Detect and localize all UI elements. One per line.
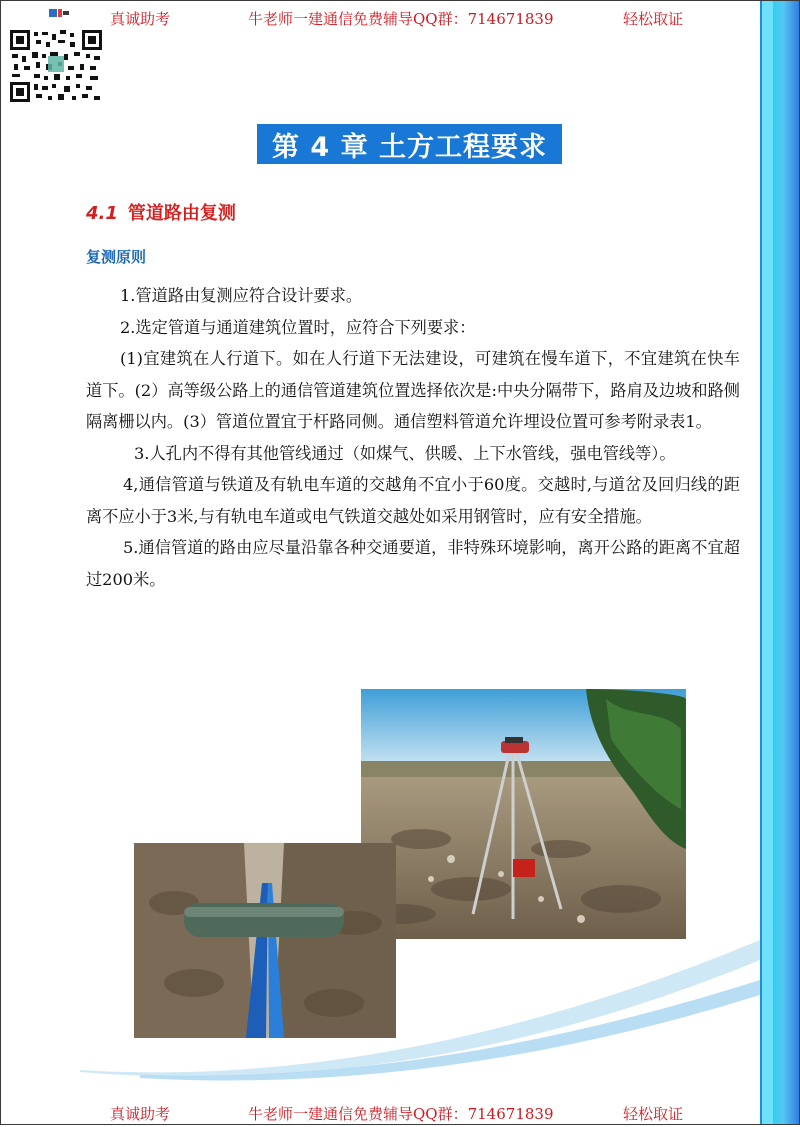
qr-code-icon bbox=[10, 30, 102, 102]
paragraph: 3.人孔内不得有其他管线通过（如煤气、供暖、上下水管线，强电管线等）。 bbox=[134, 443, 676, 463]
side-band-outer bbox=[773, 1, 799, 1124]
footer-qq-text: 牛老师一建通信免费辅导QQ群：714671839 bbox=[248, 1105, 554, 1123]
footer-left-text: 真诚助考 bbox=[110, 1105, 171, 1123]
section-heading bbox=[86, 199, 236, 225]
page-footer bbox=[0, 1097, 760, 1127]
paragraph: (1)宜建筑在人行道下。如在人行道下无法建设，可建筑在慢车道下，不宜建筑在快车道下。(2）高等级公路上的通信管道建筑位置选择依次是:中央分隔带下，路肩及边坡和路侧隔离栅以内。(3）管道位置宜于杆路同侧。通信塑料管道允许埋设位置可参考附录表1。 bbox=[86, 349, 740, 431]
side-band-line bbox=[760, 1, 762, 1124]
header-qq-text: 牛老师一建通信免费辅导QQ群：714671839 bbox=[248, 10, 554, 28]
subsection-heading: 复测原则 bbox=[86, 248, 147, 266]
body-text bbox=[86, 280, 740, 595]
paragraph: 2.选定管道与通道建筑位置时，应符合下列要求： bbox=[120, 317, 476, 337]
footer-right-text: 轻松取证 bbox=[623, 1105, 684, 1123]
chapter-title: 第 4 章 土方工程要求 bbox=[257, 124, 562, 164]
header-right-text: 轻松取证 bbox=[623, 10, 684, 28]
survey-instrument-photo bbox=[361, 689, 686, 939]
side-band-inner bbox=[762, 1, 773, 1124]
section-number: 4.1 bbox=[86, 203, 118, 224]
page-header bbox=[0, 2, 760, 32]
paragraph: 1.管道路由复测应符合设计要求。 bbox=[120, 286, 363, 305]
header-left-text: 真诚助考 bbox=[110, 10, 171, 28]
trench-pipe-photo bbox=[134, 843, 396, 1038]
paragraph: 4,通信管道与铁道及有轨电车道的交越角不宜小于60度。交越时,与道岔及回归线的距离不应小于3米,与有轨电车道或电气铁道交越处如采用钢管时，应有安全措施。 bbox=[86, 475, 740, 526]
section-title: 管道路由复测 bbox=[127, 203, 236, 224]
paragraph: 5.通信管道的路由应尽量沿靠各种交通要道，非特殊环境影响，离开公路的距离不宜超过200米。 bbox=[86, 538, 740, 589]
